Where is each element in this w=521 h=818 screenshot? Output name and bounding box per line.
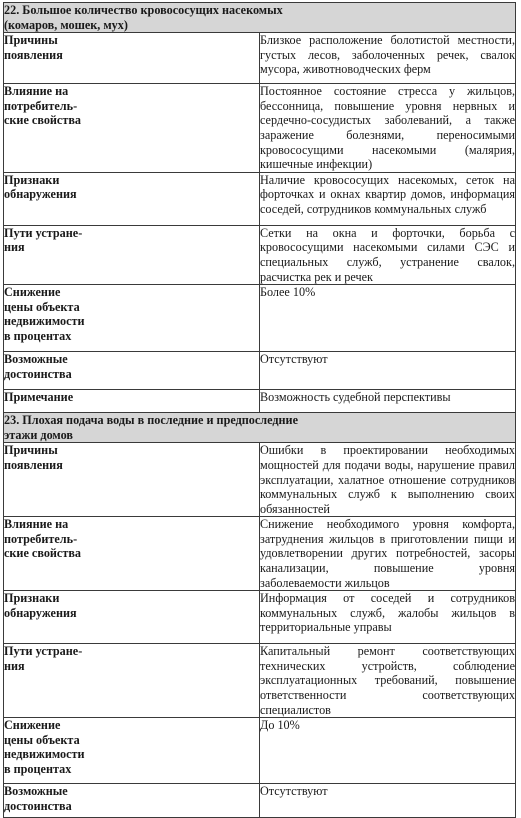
document-page bbox=[3, 2, 516, 818]
row-label: Примечание bbox=[4, 390, 74, 405]
row-label: Признаки обнаружения bbox=[4, 172, 77, 202]
table-row bbox=[4, 517, 516, 591]
row-value: Капитальный ремонт соответствующих технических устройств, соблюдение эксплуатационных требований, повышение ответственности соответствующих специалистов bbox=[260, 644, 515, 717]
row-label-cell bbox=[4, 784, 260, 818]
section-title: 22. Большое количество кровососущих насекомых (комаров, мошек, мух) bbox=[4, 3, 283, 32]
row-value: Более 10% bbox=[260, 285, 316, 300]
row-value: Отсутствуют bbox=[260, 352, 328, 367]
row-value: Сетки на окна и форточки, борьба с кровососущими насекомыми силами СЭС и специальных служб, устранение свалок, расчистка рек и речек bbox=[260, 225, 515, 284]
table-row bbox=[4, 784, 516, 818]
row-label: Причины появления bbox=[4, 443, 63, 472]
row-value: Постоянное состояние стресса у жильцов, бессонница, повышение уровня нервных и сердечно-сосудистых заболеваний, а также заражение болезнями, переносимыми кровососущими насекомыми (малярия, кишечные инфекции) bbox=[260, 84, 515, 172]
row-value-cell bbox=[260, 644, 516, 718]
row-label-cell bbox=[4, 443, 260, 517]
row-label-cell bbox=[4, 390, 260, 413]
row-value-cell bbox=[260, 784, 516, 818]
table-row bbox=[4, 84, 516, 173]
row-label-cell bbox=[4, 285, 260, 352]
row-label-cell bbox=[4, 644, 260, 718]
row-label-cell bbox=[4, 352, 260, 390]
row-value-cell bbox=[260, 390, 516, 413]
row-value-cell bbox=[260, 517, 516, 591]
row-label: Возможные достоинства bbox=[4, 784, 72, 813]
row-label: Снижение цены объекта недвижимости в процентах bbox=[4, 285, 85, 343]
section-header-22 bbox=[4, 3, 516, 33]
row-value: Ошибки в проектировании необходимых мощностей для подачи воды, нарушение правил эксплуатации, халатное отношение сотрудников коммунальных служб к выполнению своих обязанностей bbox=[260, 443, 515, 516]
table-row bbox=[4, 225, 516, 284]
row-value-cell bbox=[260, 352, 516, 390]
row-label-cell bbox=[4, 172, 260, 225]
row-label: Пути устране- ния bbox=[4, 644, 83, 673]
row-label-cell bbox=[4, 517, 260, 591]
row-value-cell bbox=[260, 225, 516, 284]
row-value: Отсутствуют bbox=[260, 784, 328, 799]
row-value-cell bbox=[260, 443, 516, 517]
table-row bbox=[4, 591, 516, 644]
section-title-cell bbox=[4, 3, 516, 33]
row-value: Близкое расположение болотистой местности, густых лесов, заболоченных речек, свалок мусора, животноводческих ферм bbox=[260, 33, 515, 77]
row-value: Снижение необходимого уровня комфорта, затруднения жильцов в приготовлении пищи и удовлетворении других потребностей, засоры канализации, повышение уровня заболеваемости жильцов bbox=[260, 517, 515, 590]
row-label: Возможные достоинства bbox=[4, 352, 72, 381]
row-value-cell bbox=[260, 84, 516, 173]
table-row bbox=[4, 352, 516, 390]
section-title: 23. Плохая подача воды в последние и предпоследние этажи домов bbox=[4, 413, 298, 442]
table-row bbox=[4, 33, 516, 84]
section-title-cell bbox=[4, 413, 516, 443]
table-row bbox=[4, 285, 516, 352]
row-value-cell bbox=[260, 33, 516, 84]
table-row bbox=[4, 443, 516, 517]
row-value: Возможность судебной перспективы bbox=[260, 390, 451, 405]
row-value: Наличие кровососущих насекомых, сеток на форточках и окнах квартир домов, информация соседей, сотрудников коммунальных служб bbox=[260, 172, 515, 216]
defects-table bbox=[3, 2, 516, 818]
table-row bbox=[4, 390, 516, 413]
row-value: До 10% bbox=[260, 718, 300, 733]
table-row bbox=[4, 644, 516, 718]
row-label: Причины появления bbox=[4, 33, 63, 62]
row-value-cell bbox=[260, 285, 516, 352]
row-label: Влияние на потребитель- ские свойства bbox=[4, 84, 82, 128]
row-value-cell bbox=[260, 718, 516, 784]
row-label-cell bbox=[4, 718, 260, 784]
row-label-cell bbox=[4, 33, 260, 84]
section-header-23 bbox=[4, 413, 516, 443]
table-row bbox=[4, 718, 516, 784]
row-label: Признаки обнаружения bbox=[4, 591, 77, 620]
row-label: Снижение цены объекта недвижимости в процентах bbox=[4, 718, 85, 776]
row-label-cell bbox=[4, 591, 260, 644]
row-label: Влияние на потребитель- ские свойства bbox=[4, 517, 82, 561]
row-value: Информация от соседей и сотрудников коммунальных служб, жалобы жильцов в территориальные управы bbox=[260, 591, 515, 635]
row-value-cell bbox=[260, 591, 516, 644]
row-label-cell bbox=[4, 225, 260, 284]
row-label: Пути устране- ния bbox=[4, 225, 83, 255]
row-label-cell bbox=[4, 84, 260, 173]
table-row bbox=[4, 172, 516, 225]
row-value-cell bbox=[260, 172, 516, 225]
